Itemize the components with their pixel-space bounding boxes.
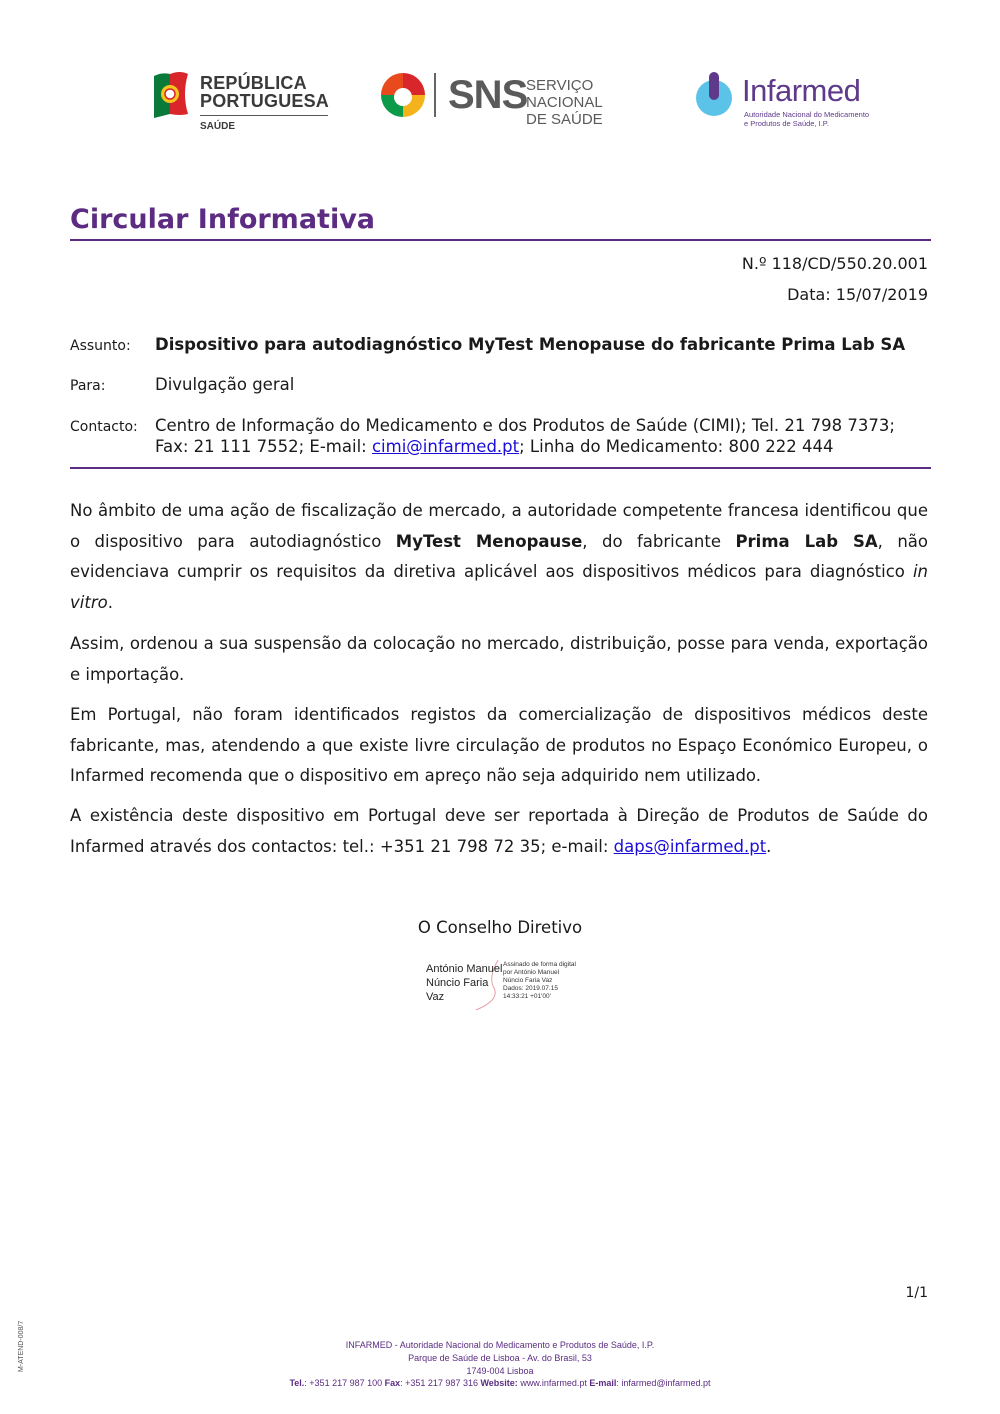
republica-text: REPÚBLICA PORTUGUESA bbox=[200, 73, 330, 111]
republica-divider bbox=[200, 115, 328, 116]
republica-portuguesa-logo bbox=[150, 70, 335, 136]
assunto-value: Dispositivo para autodiagnóstico MyTest Menopause do fabricante Prima Lab SA bbox=[155, 335, 906, 354]
page-number: 1/1 bbox=[905, 1285, 928, 1301]
footer-email: : infarmed@infarmed.pt bbox=[616, 1378, 711, 1388]
circular-number: N.º 118/CD/550.20.001 bbox=[741, 254, 928, 273]
infarmed-emblem-icon bbox=[692, 72, 736, 118]
contacto-value bbox=[155, 415, 895, 457]
product-name: MyTest Menopause bbox=[395, 531, 583, 551]
footer-line-1: INFARMED - Autoridade Nacional do Medicamento e Produtos de Saúde, I.P. bbox=[345, 1340, 655, 1350]
signature-digital-info: Assinado de forma digital por António Manuel Núncio Faria Vaz Dados: 2019.07.15 14:33:21 +01'00' bbox=[503, 961, 576, 1000]
header-rule bbox=[70, 467, 931, 469]
form-code: M-ATEND-008/7 bbox=[18, 1320, 25, 1372]
portugal-flag-icon bbox=[150, 70, 196, 120]
infarmed-tagline: Autoridade Nacional do Medicamento e Produtos de Saúde, I.P. bbox=[744, 110, 870, 128]
signatory-title: O Conselho Diretivo bbox=[417, 918, 583, 937]
manufacturer-name: Prima Lab SA bbox=[735, 531, 878, 551]
infarmed-logo bbox=[692, 72, 872, 132]
document-title: Circular Informativa bbox=[70, 204, 376, 235]
sns-logo bbox=[378, 70, 653, 128]
footer-line-2: Parque de Saúde de Lisboa - Av. do Brasil, 53 bbox=[408, 1353, 592, 1363]
footer-website: www.infarmed.pt bbox=[517, 1378, 590, 1388]
contacto-line1: Centro de Informação do Medicamento e dos Produtos de Saúde (CIMI); Tel. 21 798 7373; bbox=[155, 416, 895, 435]
sns-acronym: SNS bbox=[448, 73, 528, 117]
contacto-label: Contacto: bbox=[70, 419, 138, 435]
sns-divider bbox=[434, 73, 436, 117]
date-value: 15/07/2019 bbox=[835, 285, 928, 304]
contacto-line2: Fax: 21 111 7552; E-mail: cimi@infarmed.pt; Linha do Medicamento: 800 222 444 bbox=[155, 437, 834, 456]
republica-saude-text: SAÚDE bbox=[200, 121, 236, 132]
para-value: Divulgação geral bbox=[155, 375, 295, 394]
circular-date bbox=[787, 285, 928, 304]
daps-email-link[interactable]: daps@infarmed.pt bbox=[613, 836, 767, 856]
cimi-email-link[interactable]: cimi@infarmed.pt bbox=[371, 437, 520, 456]
signature-name: António Manuel Núncio Faria Vaz bbox=[426, 963, 503, 1003]
title-rule bbox=[70, 239, 931, 241]
body-paragraph-3: Em Portugal, não foram identificados registos da comercialização de dispositivos médicos deste fabricante, mas, atendendo a que existe livre circulação de produtos no Espaço Económico Europeu, o Infarmed recomenda que o dispositivo em apreço não seja adquirido nem utilizado. bbox=[70, 705, 928, 785]
body-paragraph-4: A existência deste dispositivo em Portugal deve ser reportada à Direção de Produtos de Saúde do Infarmed através dos contactos: tel.: +351 21 798 72 35; e-mail: daps@infarmed.pt. bbox=[70, 806, 928, 856]
infarmed-name: Infarmed bbox=[742, 73, 861, 108]
sns-fullname: SERVIÇO NACIONAL DE SAÚDE bbox=[526, 77, 603, 128]
footer-contacts: Tel.: +351 217 987 100 Fax: +351 217 987 316 Website: www.infarmed.pt E-mail: infarmed@infarmed.pt bbox=[289, 1378, 711, 1388]
para-label: Para: bbox=[70, 378, 106, 394]
sns-emblem-icon bbox=[378, 70, 428, 120]
body-paragraph-1: No âmbito de uma ação de fiscalização de mercado, a autoridade competente francesa identificou que o dispositivo para autodiagnóstico MyTest Menopause, do fabricante Prima Lab SA, não evidenciava cumprir os requisitos da diretiva aplicável aos dispositivos médicos para diagnóstico in vitro. bbox=[70, 501, 928, 612]
date-label: Data: bbox=[787, 285, 831, 304]
footer-line-3: 1749-004 Lisboa bbox=[466, 1366, 534, 1376]
body-paragraph-2: Assim, ordenou a sua suspensão da colocação no mercado, distribuição, posse para venda, exportação e importação. bbox=[70, 634, 928, 684]
assunto-label: Assunto: bbox=[70, 338, 131, 354]
